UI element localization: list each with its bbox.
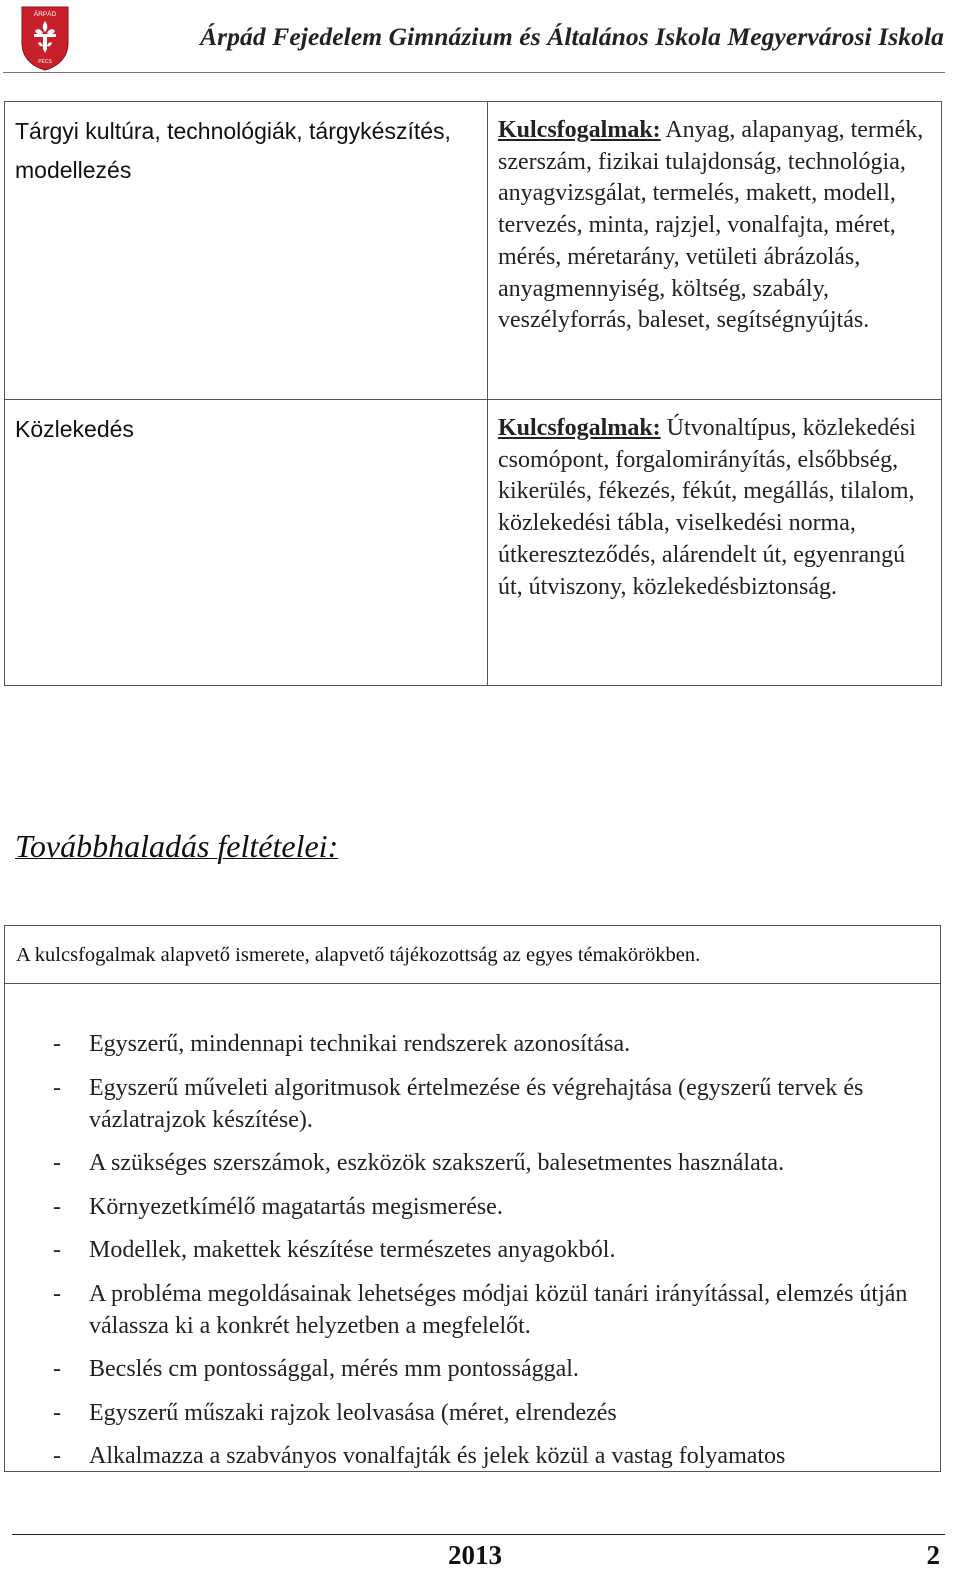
list-item [5,1147,940,1179]
list-item [5,1072,940,1136]
header-divider [3,72,945,73]
list-item [5,1191,940,1223]
logo-top-text: ÁRPÁD [33,11,57,18]
list-item [5,1234,940,1266]
list-item-text: Egyszerű műszaki rajzok leolvasása (méret, elrendezés [89,1399,617,1426]
list-item-text: Egyszerű műveleti algoritmusok értelmezése és végrehajtása (egyszerű tervek és vázlatrajzok készítése). [89,1074,864,1133]
keywords-cell [488,400,942,686]
list-item-text: Környezetkímélő magatartás megismerése. [89,1193,503,1220]
list-item [5,1353,940,1385]
bullet-dash: - [53,1150,61,1176]
list-item-text: Egyszerű, mindennapi technikai rendszerek azonosítása. [89,1031,631,1057]
bullet-dash: - [53,1237,61,1263]
list-item [5,1397,940,1429]
topic-cell: Közlekedés [5,400,488,686]
bullet-dash: - [53,1443,61,1469]
list-item [5,1028,940,1060]
keywords-text: Útvonaltípus, közlekedési csomópont, forgalomirányítás, elsőbbség, kikerülés, fékezés, fékút, megállás, tilalom, közlekedési tábla, viselkedési norma, útkereszteződés, alárendelt út, egyenrangú út, útviszony, közlekedésbiztonság. [498,415,916,600]
list-item-text: A szükséges szerszámok, eszközök szakszerű, balesetmentes használata. [89,1150,785,1176]
bullet-dash: - [53,1193,61,1220]
topic-cell: Tárgyi kultúra, technológiák, tárgykészítés, modellezés [5,102,488,400]
requirements-box [4,925,941,1472]
logo-bottom-text: PÉCS [38,59,52,65]
page-header [0,0,960,76]
keywords-label: Kulcsfogalmak: [498,415,661,441]
requirements-list [5,1028,940,1484]
bullet-dash: - [53,1031,61,1057]
list-item-text: Alkalmazza a szabványos vonalfajták és jelek közül a vastag folyamatos [89,1443,786,1469]
table-row [5,102,942,400]
keywords-text: Anyag, alapanyag, termék, szerszám, fizikai tulajdonság, technológia, anyagvizsgálat, termelés, makett, modell, tervezés, minta, rajzjel, vonalfajta, méret, mérés, méretarány, vetületi ábrázolás, anyagmennyiség, költség, szabály, veszélyforrás, baleset, segítségnyújtás. [498,117,924,334]
requirements-intro: A kulcsfogalmak alapvető ismerete, alapvető tájékozottság az egyes témakörökben. [5,926,940,984]
footer-divider [12,1534,945,1535]
keywords-cell [488,102,942,400]
school-crest-logo [20,5,70,71]
school-name: Árpád Fejedelem Gimnázium és Általános Iskola Megyervárosi Iskola [200,22,944,51]
list-item-text: Becslés cm pontossággal, mérés mm pontossággal. [89,1356,579,1382]
section-title: Továbbhaladás feltételei: [15,828,339,864]
bullet-dash: - [53,1356,61,1382]
list-item-text: A probléma megoldásainak lehetséges módjai közül tanári irányítással, elemzés útján válassza ki a konkrét helyzetben a megfelelőt. [89,1280,908,1339]
bullet-dash: - [53,1399,61,1426]
table-row [5,400,942,686]
footer-year: 2013 [448,1540,502,1570]
bullet-dash: - [53,1074,61,1101]
keywords-label: Kulcsfogalmak: [498,117,661,143]
topics-table [4,101,942,686]
list-item-text: Modellek, makettek készítése természetes anyagokból. [89,1237,616,1263]
bullet-dash: - [53,1280,61,1307]
list-item [5,1278,940,1342]
list-item [5,1440,940,1472]
page-number: 2 [926,1540,940,1570]
